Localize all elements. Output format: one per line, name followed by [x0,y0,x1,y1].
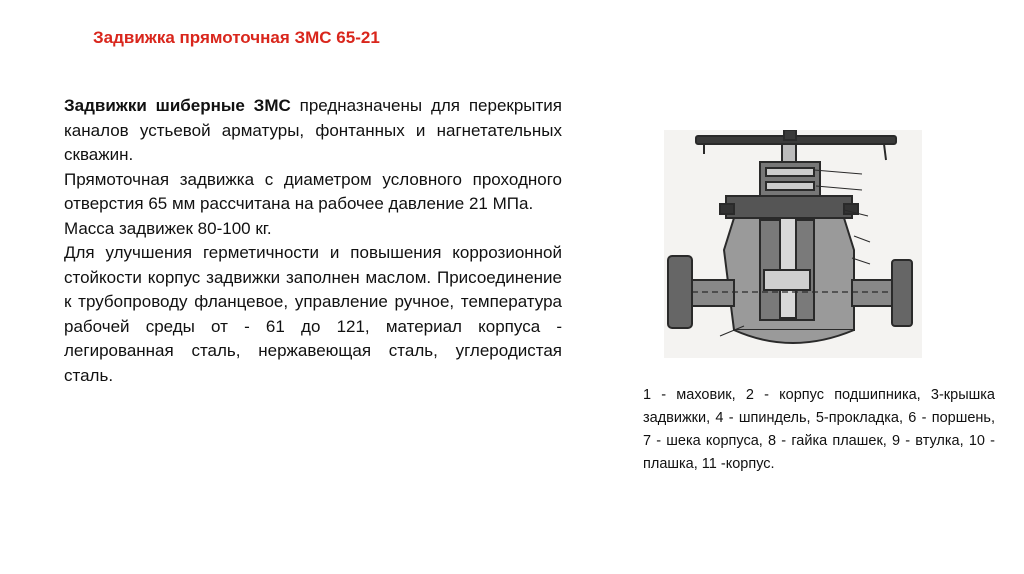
valve-cross-section-icon [664,130,922,358]
slide-title: Задвижка прямоточная ЗМС 65-21 [93,28,380,47]
description-text [64,94,562,388]
figure-caption: 1 - маховик, 2 - корпус подшипника, 3-крышка задвижки, 4 - шпиндель, 5-прокладка, 6 - поршень, 7 - шека корпуса, 8 - гайка плашек, 9 - втулка, 10 - плашка, 11 -корпус. [643,387,995,472]
paragraph-1 [64,94,562,168]
paragraph-4: Для улучшения герметичности и повышения коррозионной стойкости корпус задвижки заполнен маслом. Присоединение к трубопроводу фланцевое, управление ручное, температура рабочей среды от - 61 до 121, материал корпуса - легированная сталь, нержавеющая сталь, углеродистая сталь. [64,243,562,385]
paragraph-2: Прямоточная задвижка с диаметром условного проходного отверстия 65 мм рассчитана на рабочее давление 21 МПа. [64,169,562,213]
paragraph-1-bold: Задвижки шиберные ЗМС [64,96,291,115]
valve-drawing [664,130,922,358]
paragraph-3: Масса задвижек 80-100 кг. [64,218,272,238]
paragraph-1-rest: предназначены для перекрытия каналов устьевой арматуры, фонтанных и нагнетательных скважин. [64,96,562,164]
